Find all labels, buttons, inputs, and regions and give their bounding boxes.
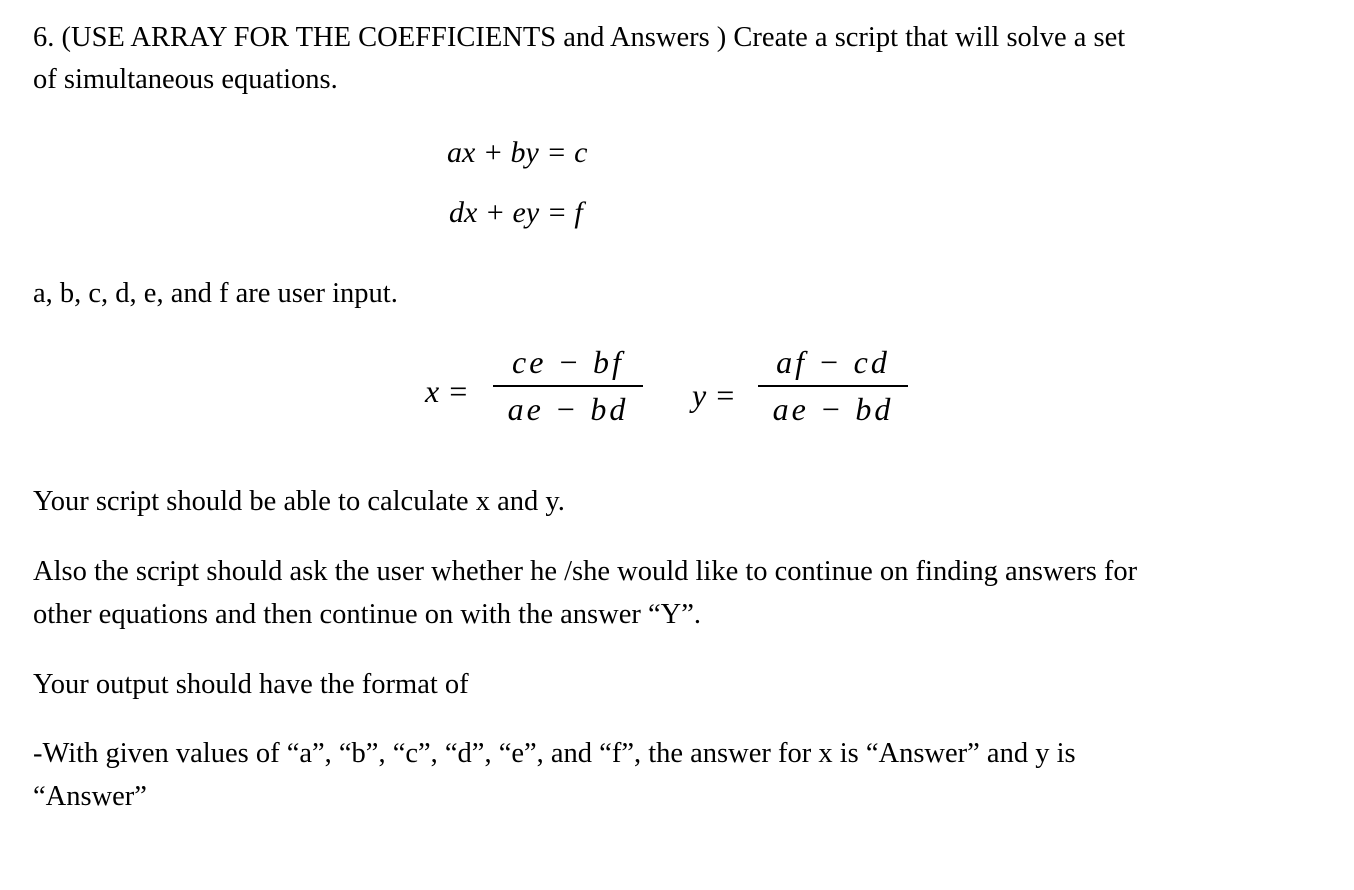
intro-line-1: 6. (USE ARRAY FOR THE COEFFICIENTS and Answers ) Create a script that will solve a set [33,22,1126,53]
x-formula-fraction [493,344,643,428]
x-formula-numerator: ce − bf [512,344,624,380]
x-fraction-bar [493,385,643,387]
y-formula-label: y = [692,377,736,413]
intro-line-2: of simultaneous equations. [33,64,338,95]
output-heading: Your output should have the format of [33,669,469,700]
y-formula-denominator: ae − bd [772,391,894,427]
inputs-note: a, b, c, d, e, and f are user input. [33,278,398,309]
y-fraction-bar [758,385,908,387]
calc-note: Your script should be able to calculate x and y. [33,486,565,517]
x-formula-denominator: ae − bd [507,391,629,427]
continue-line-2: other equations and then continue on with the answer “Y”. [33,599,701,630]
continue-line-1: Also the script should ask the user whether he /she would like to continue on finding answers for [33,556,1138,587]
y-formula-numerator: af − cd [776,344,890,380]
output-line-2: “Answer” [33,781,147,812]
y-formula-fraction [758,344,908,428]
equation-2: dx + ey = f [449,196,583,229]
x-formula-label: x = [425,373,469,409]
output-line-1: -With given values of “a”, “b”, “c”, “d”, “e”, and “f”, the answer for x is “Answer” and y is [33,738,1076,769]
equation-1: ax + by = c [447,136,588,169]
